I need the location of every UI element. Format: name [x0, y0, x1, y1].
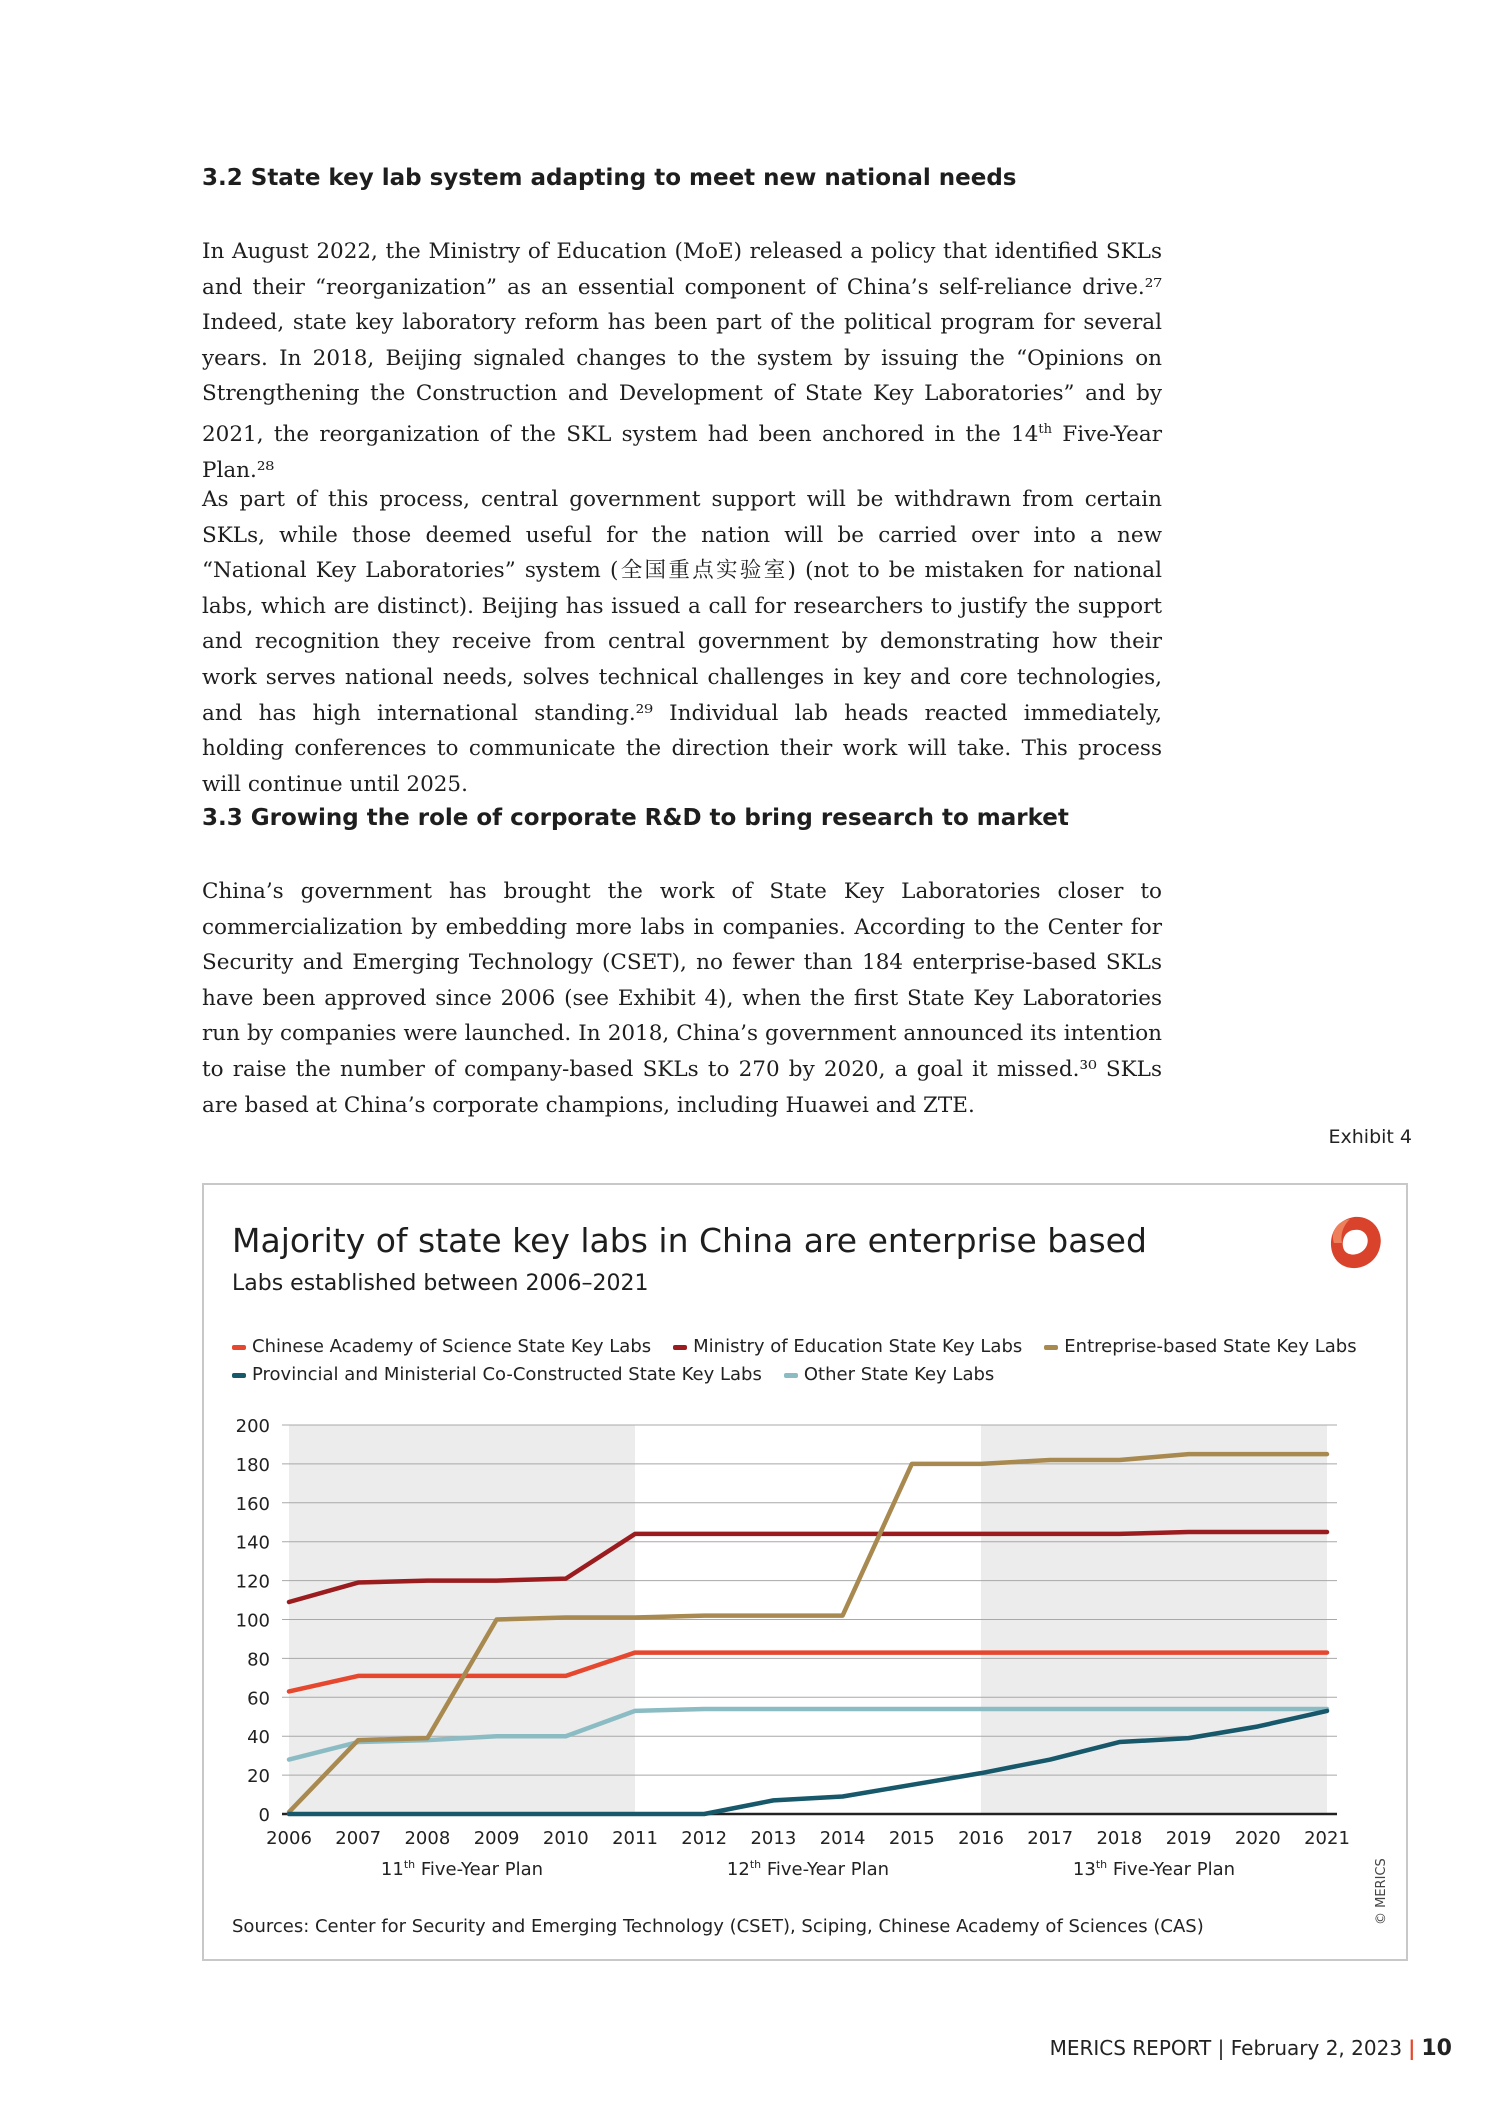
page-footer [1050, 2036, 1452, 2061]
exhibit-label: Exhibit 4 [1328, 1126, 1412, 1148]
chart-title: Majority of state key labs in China are enterprise based [232, 1221, 1147, 1260]
x-tick-label: 2013 [750, 1828, 797, 1849]
y-tick-label: 0 [258, 1805, 270, 1826]
section-heading-3-3: 3.3 Growing the role of corporate R&D to bring research to market [202, 805, 1069, 831]
x-tick-label: 2006 [266, 1828, 312, 1849]
y-tick-label: 80 [247, 1649, 270, 1671]
y-tick-label: 120 [235, 1571, 270, 1593]
legend-label: Chinese Academy of Science State Key Labs [252, 1336, 652, 1357]
x-tick-label: 2009 [473, 1828, 520, 1849]
exhibit-chart-box [202, 1183, 1408, 1961]
x-tick-label: 2019 [1165, 1828, 1212, 1849]
x-tick-label: 2018 [1096, 1828, 1143, 1849]
x-tick-label: 2016 [958, 1828, 1004, 1849]
x-tick-label: 2020 [1234, 1828, 1281, 1849]
x-tick-label: 2012 [681, 1828, 728, 1849]
legend-label: Other State Key Labs [803, 1364, 995, 1385]
x-tick-label: 2010 [542, 1828, 589, 1849]
y-tick-label: 180 [235, 1454, 270, 1476]
plan-period-label: 12th Five-Year Plan [726, 1858, 890, 1880]
x-tick-label: 2015 [888, 1828, 935, 1849]
chart-source: Sources: Center for Security and Emerging Technology (CSET), Sciping, Chinese Academy of Sciences (CAS) [232, 1916, 1204, 1937]
x-tick-label: 2014 [819, 1828, 866, 1849]
plan-period-label: 13th Five-Year Plan [1072, 1858, 1236, 1880]
legend-label: Provincial and Ministerial Co-Constructed State Key Labs [252, 1364, 762, 1385]
chart-subtitle: Labs established between 2006–2021 [232, 1271, 649, 1296]
y-tick-label: 40 [247, 1727, 270, 1749]
section-3-2-paragraph-1: In August 2022, the Ministry of Education (MoE) released a policy that identified SKLs and their “reorganization” as an essential component of China’s self-reliance drive.²⁷ Indeed, state key laboratory reform has been part of the political program for several years. In 2018, Beijing signaled changes to the system by issuing the “Opinions on Strengthening the Construction and Development of State Key Laboratories” and by 2021, the reorganization of the SKL system had been anchored in the 14th Five-Year Plan.²⁸ [202, 239, 1162, 483]
y-tick-label: 160 [235, 1493, 270, 1515]
footer-separator: | [1408, 2036, 1416, 2060]
y-tick-label: 100 [235, 1610, 270, 1632]
legend-label: Entreprise-based State Key Labs [1064, 1336, 1357, 1357]
y-tick-label: 200 [235, 1416, 270, 1437]
x-tick-label: 2021 [1304, 1828, 1350, 1849]
copyright: © MERICS [1374, 1858, 1389, 1925]
page-number: 10 [1421, 2036, 1452, 2061]
y-tick-label: 60 [247, 1688, 270, 1710]
y-tick-label: 140 [235, 1532, 270, 1554]
x-tick-label: 2007 [335, 1828, 382, 1849]
x-tick-label: 2008 [404, 1828, 451, 1849]
footer-report: MERICS REPORT | February 2, 2023 [1049, 2036, 1403, 2060]
section-3-3-paragraph-1: China’s government has brought the work of State Key Laboratories closer to commercialization by embedding more labs in companies. According to the Center for Security and Emerging Technology (CSET), no fewer than 184 enterprise-based SKLs have been approved since 2006 (see Exhibit 4), when the first State Key Laboratories run by companies were launched. In 2018, China’s government announced its intention to raise the number of company-based SKLs to 270 by 2020, a goal it missed.³⁰ SKLs are based at China’s corporate champions, including Huawei and ZTE. [202, 879, 1162, 1118]
line-chart [204, 1185, 1410, 1963]
section-heading-3-2: 3.2 State key lab system adapting to meet new national needs [202, 165, 1017, 191]
plan-period-label: 11th Five-Year Plan [380, 1858, 544, 1880]
x-tick-label: 2017 [1027, 1828, 1074, 1849]
section-3-2-paragraph-2: As part of this process, central government support will be withdrawn from certain SKLs, while those deemed useful for the nation will be carried over into a new “National Key Laboratories” system (全国重点实验室) (not to be mistaken for national labs, which are distinct). Beijing has issued a call for researchers to justify the support and recognition they receive from central government by demonstrating how their work serves national needs, solves technical challenges in key and core technologies, and has high international standing.²⁹ Individual lab heads reacted immediately, holding conferences to communicate the direction their work will take. This process will continue until 2025. [202, 487, 1162, 797]
x-tick-label: 2011 [612, 1828, 658, 1849]
legend-label: Ministry of Education State Key Labs [693, 1336, 1023, 1357]
y-tick-label: 20 [247, 1766, 270, 1788]
